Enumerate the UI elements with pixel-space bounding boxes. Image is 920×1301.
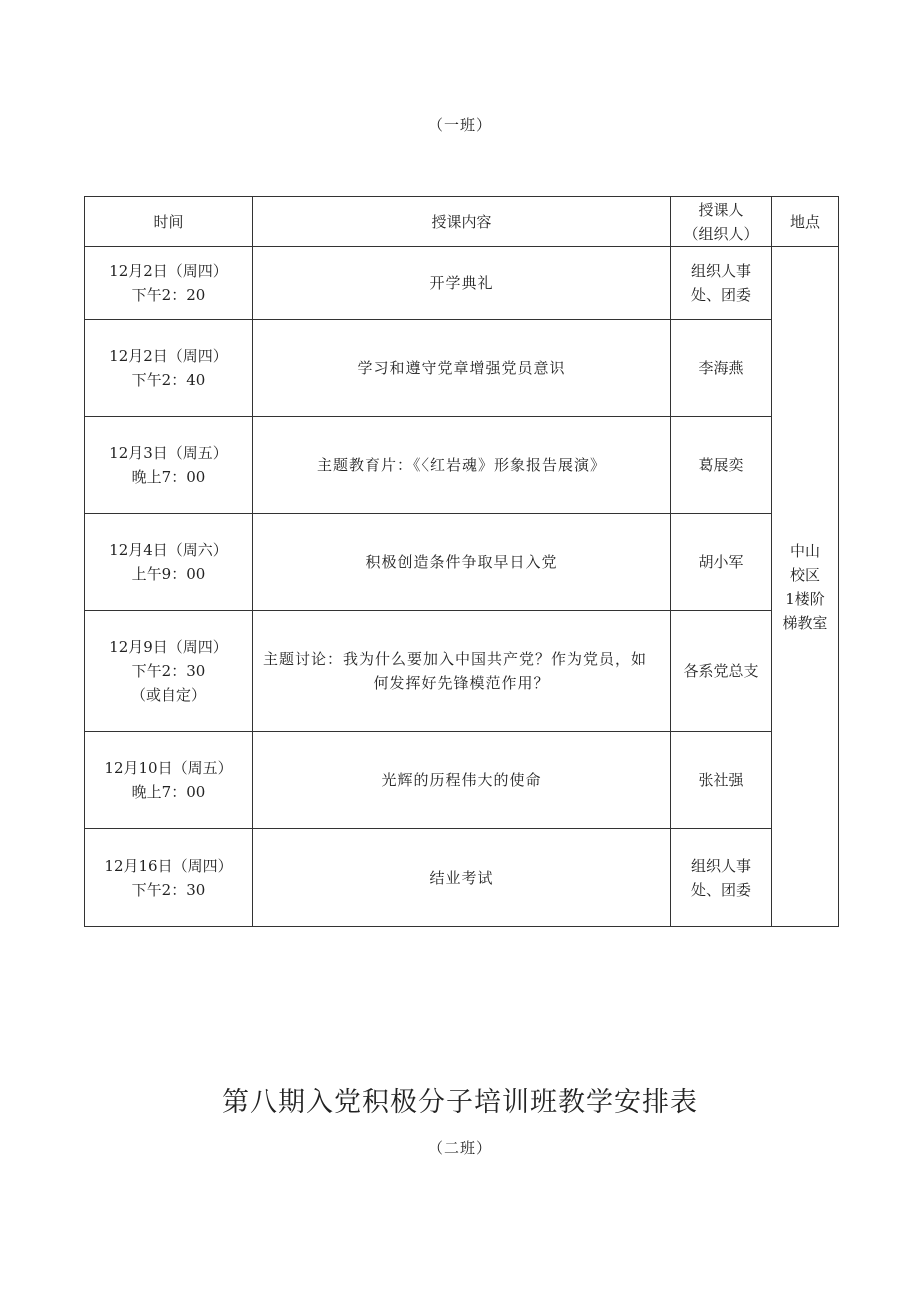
table-row	[85, 514, 839, 611]
time-text: 下午2：20	[131, 286, 206, 304]
header-teacher-line1: 授课人	[698, 200, 744, 219]
place-line3: 1楼阶	[785, 589, 825, 608]
teacher-line2: 处、团委	[690, 880, 751, 899]
teacher-cell	[671, 247, 772, 320]
content-cell: 开学典礼	[253, 247, 671, 320]
date-text: 12月3日（周五）	[109, 444, 228, 462]
time-cell	[85, 514, 253, 611]
place-cell	[772, 247, 839, 927]
content-cell: 学习和遵守党章增强党员意识	[253, 320, 671, 417]
time-text: 晚上7：00	[131, 468, 206, 486]
page-title: 第八期入党积极分子培训班教学安排表	[222, 1087, 698, 1118]
teacher-line2: 处、团委	[690, 286, 751, 304]
schedule-table	[84, 196, 839, 927]
date-text: 12月9日（周四）	[109, 638, 228, 656]
teacher-line1: 组织人事	[690, 856, 751, 875]
teacher-cell: 张社强	[671, 732, 772, 829]
teacher-cell: 葛展奕	[671, 417, 772, 514]
time-cell	[85, 320, 253, 417]
header-place: 地点	[772, 197, 839, 247]
header-teacher-line2: （组织人）	[683, 224, 759, 243]
table-row	[85, 320, 839, 417]
time-text: 下午2：30	[131, 662, 206, 680]
header-teacher	[671, 197, 772, 247]
class-two-subtitle: （二班）	[427, 1139, 492, 1157]
table-header-row	[85, 197, 839, 247]
place-line2: 校区	[789, 565, 820, 584]
content-line2: 何发挥好先锋模范作用？	[373, 674, 550, 692]
content-cell	[253, 611, 671, 732]
table-row	[85, 611, 839, 732]
time-text: 上午9：00	[131, 565, 206, 583]
table-row	[85, 247, 839, 320]
content-cell: 光辉的历程伟大的使命	[253, 732, 671, 829]
place-line1: 中山	[789, 541, 820, 560]
time-cell	[85, 417, 253, 514]
table-row	[85, 732, 839, 829]
teacher-line1: 组织人事	[690, 262, 751, 280]
date-text: 12月4日（周六）	[109, 541, 228, 559]
content-line1: 主题讨论：我为什么要加入中国共产党？作为党员，如	[263, 650, 648, 668]
note-text: （或自定）	[130, 686, 206, 704]
teacher-cell: 胡小军	[671, 514, 772, 611]
date-text: 12月2日（周四）	[109, 347, 228, 365]
time-cell	[85, 829, 253, 927]
time-cell	[85, 732, 253, 829]
time-text: 下午2：40	[131, 371, 206, 389]
teacher-cell: 李海燕	[671, 320, 772, 417]
teacher-cell	[671, 829, 772, 927]
header-content: 授课内容	[253, 197, 671, 247]
class-one-subtitle: （一班）	[427, 116, 492, 134]
table-row	[85, 417, 839, 514]
date-text: 12月2日（周四）	[109, 262, 228, 280]
time-text: 下午2：30	[131, 880, 206, 899]
content-cell: 积极创造条件争取早日入党	[253, 514, 671, 611]
teacher-cell: 各系党总支	[671, 611, 772, 732]
header-time: 时间	[85, 197, 253, 247]
time-text: 晚上7：00	[131, 783, 206, 801]
content-cell: 结业考试	[253, 829, 671, 927]
date-text: 12月10日（周五）	[104, 759, 233, 777]
content-cell: 主题教育片：《〈红岩魂》形象报告展演》	[253, 417, 671, 514]
time-cell	[85, 611, 253, 732]
date-text: 12月16日（周四）	[104, 856, 233, 875]
time-cell	[85, 247, 253, 320]
table-row	[85, 829, 839, 927]
place-line4: 梯教室	[782, 613, 828, 632]
